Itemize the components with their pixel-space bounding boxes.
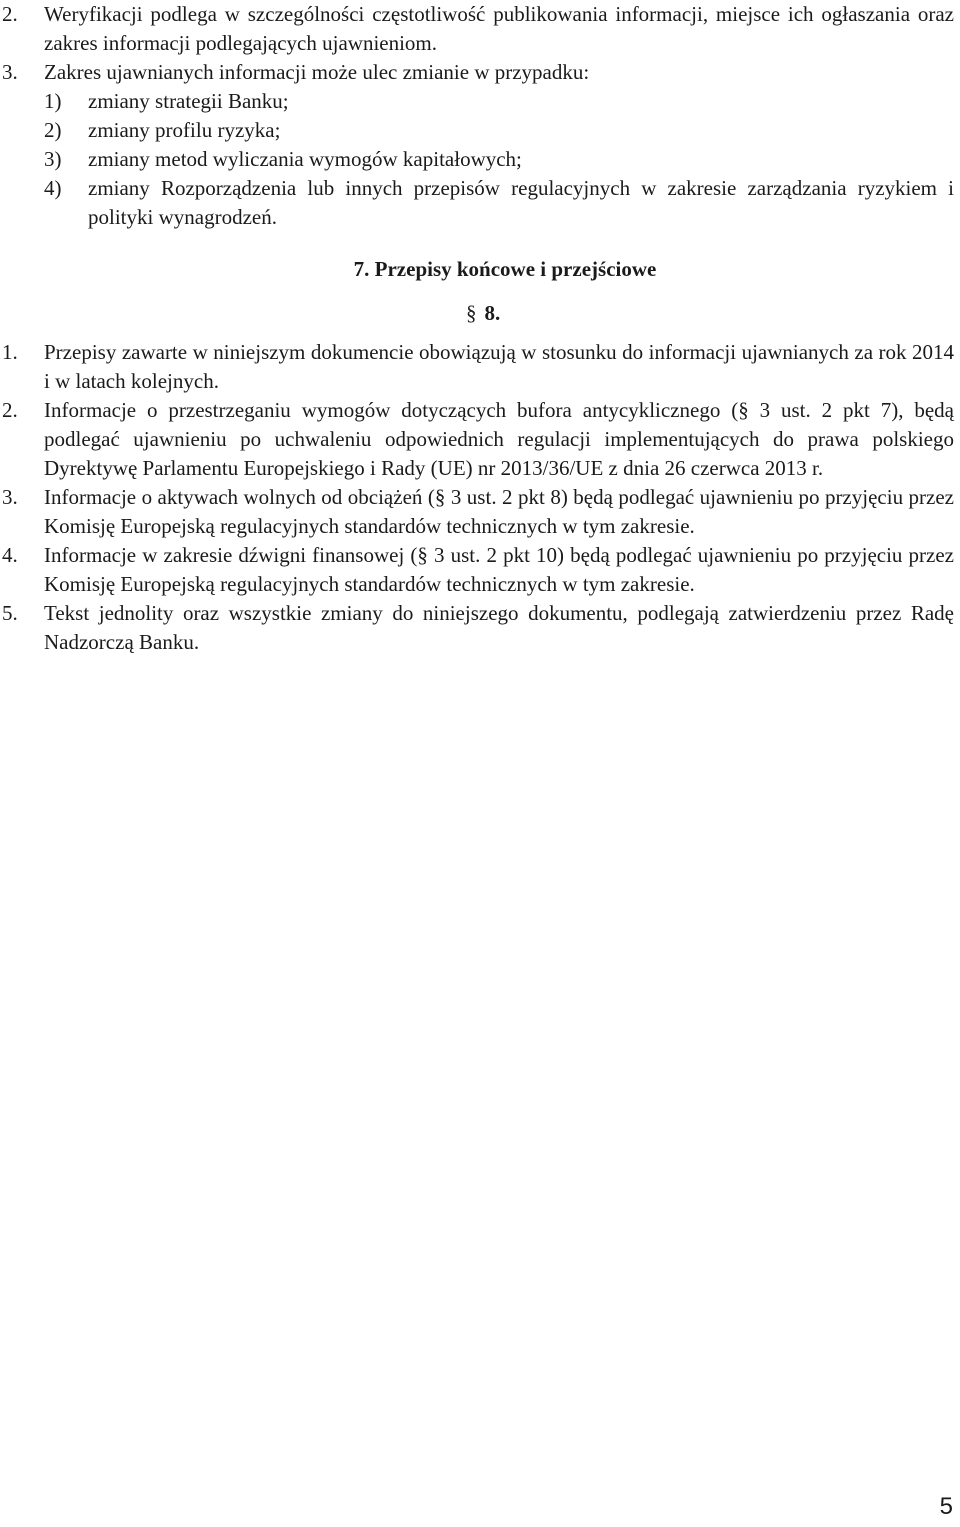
list-item-number: 5. (2, 601, 18, 625)
list-item-number: 3. (2, 485, 18, 509)
section-heading (466, 299, 500, 328)
list-item-text: Weryfikacji podlega w szczególności częstotliwość publikowania informacji, miejsce ich ogłaszania oraz zakres informacji podlegających ujawnieniom. (44, 2, 954, 55)
sub-list-item (0, 174, 960, 232)
sub-list-item (0, 145, 960, 174)
chapter-heading (0, 255, 960, 284)
sub-list-item (0, 116, 960, 145)
sub-list-item-number: 1) (44, 89, 62, 113)
list-item (0, 58, 960, 87)
list-item-number: 4. (2, 543, 18, 567)
section-symbol: § (466, 301, 477, 325)
list-item (0, 483, 960, 541)
sub-list-item-number: 2) (44, 118, 62, 142)
list-item (0, 599, 960, 657)
final-provisions-list (0, 338, 960, 657)
list-item-number: 1. (2, 340, 18, 364)
list-item (0, 338, 960, 396)
continued-list (0, 0, 960, 232)
sub-list-item-text: zmiany strategii Banku; (88, 89, 289, 113)
sub-list-item-text: zmiany metod wyliczania wymogów kapitałowych; (88, 147, 522, 171)
section-number: 8. (484, 301, 501, 325)
list-item-number: 3. (2, 60, 18, 84)
sub-list-item (0, 87, 960, 116)
list-item (0, 541, 960, 599)
list-item-text: Informacje w zakresie dźwigni finansowej (§ 3 ust. 2 pkt 10) będą podlegać ujawnieniu po przyjęciu przez Komisję Europejską regulacyjnych standardów technicznych w tym zakresie. (44, 543, 954, 596)
sub-list-item-number: 4) (44, 176, 62, 200)
list-item-number: 2. (2, 398, 18, 422)
list-item-text: Informacje o przestrzeganiu wymogów dotyczących bufora antycyklicznego (§ 3 ust. 2 pkt 7), będą podlegać ujawnieniu po uchwaleniu odpowiednich regulacji implementujących do prawa polskiego Dyrektywę Parlamentu Europejskiego i Rady (UE) nr 2013/36/UE z dnia 26 czerwca 2013 r. (44, 398, 954, 480)
list-item-number: 2. (2, 2, 18, 26)
list-item (0, 0, 960, 58)
list-item (0, 396, 960, 483)
sub-list-item-text: zmiany profilu ryzyka; (88, 118, 281, 142)
sub-list-item-number: 3) (44, 147, 62, 171)
list-item-text: Przepisy zawarte w niniejszym dokumencie obowiązują w stosunku do informacji ujawnianych za rok 2014 i w latach kolejnych. (44, 340, 954, 393)
sub-list-item-text: zmiany Rozporządzenia lub innych przepisów regulacyjnych w zakresie zarządzania ryzykiem i polityki wynagrodzeń. (88, 176, 954, 229)
chapter-heading-text: 7. Przepisy końcowe i przejściowe (353, 257, 657, 281)
list-item-text: Informacje o aktywach wolnych od obciążeń (§ 3 ust. 2 pkt 8) będą podlegać ujawnieniu po przyjęciu przez Komisję Europejską regulacyjnych standardów technicznych w tym zakresie. (44, 485, 954, 538)
list-item-text: Zakres ujawnianych informacji może ulec zmianie w przypadku: (44, 60, 590, 84)
list-item-text: Tekst jednolity oraz wszystkie zmiany do niniejszego dokumentu, podlegają zatwierdzeniu przez Radę Nadzorczą Banku. (44, 601, 954, 654)
page-number: 5 (939, 1493, 953, 1520)
